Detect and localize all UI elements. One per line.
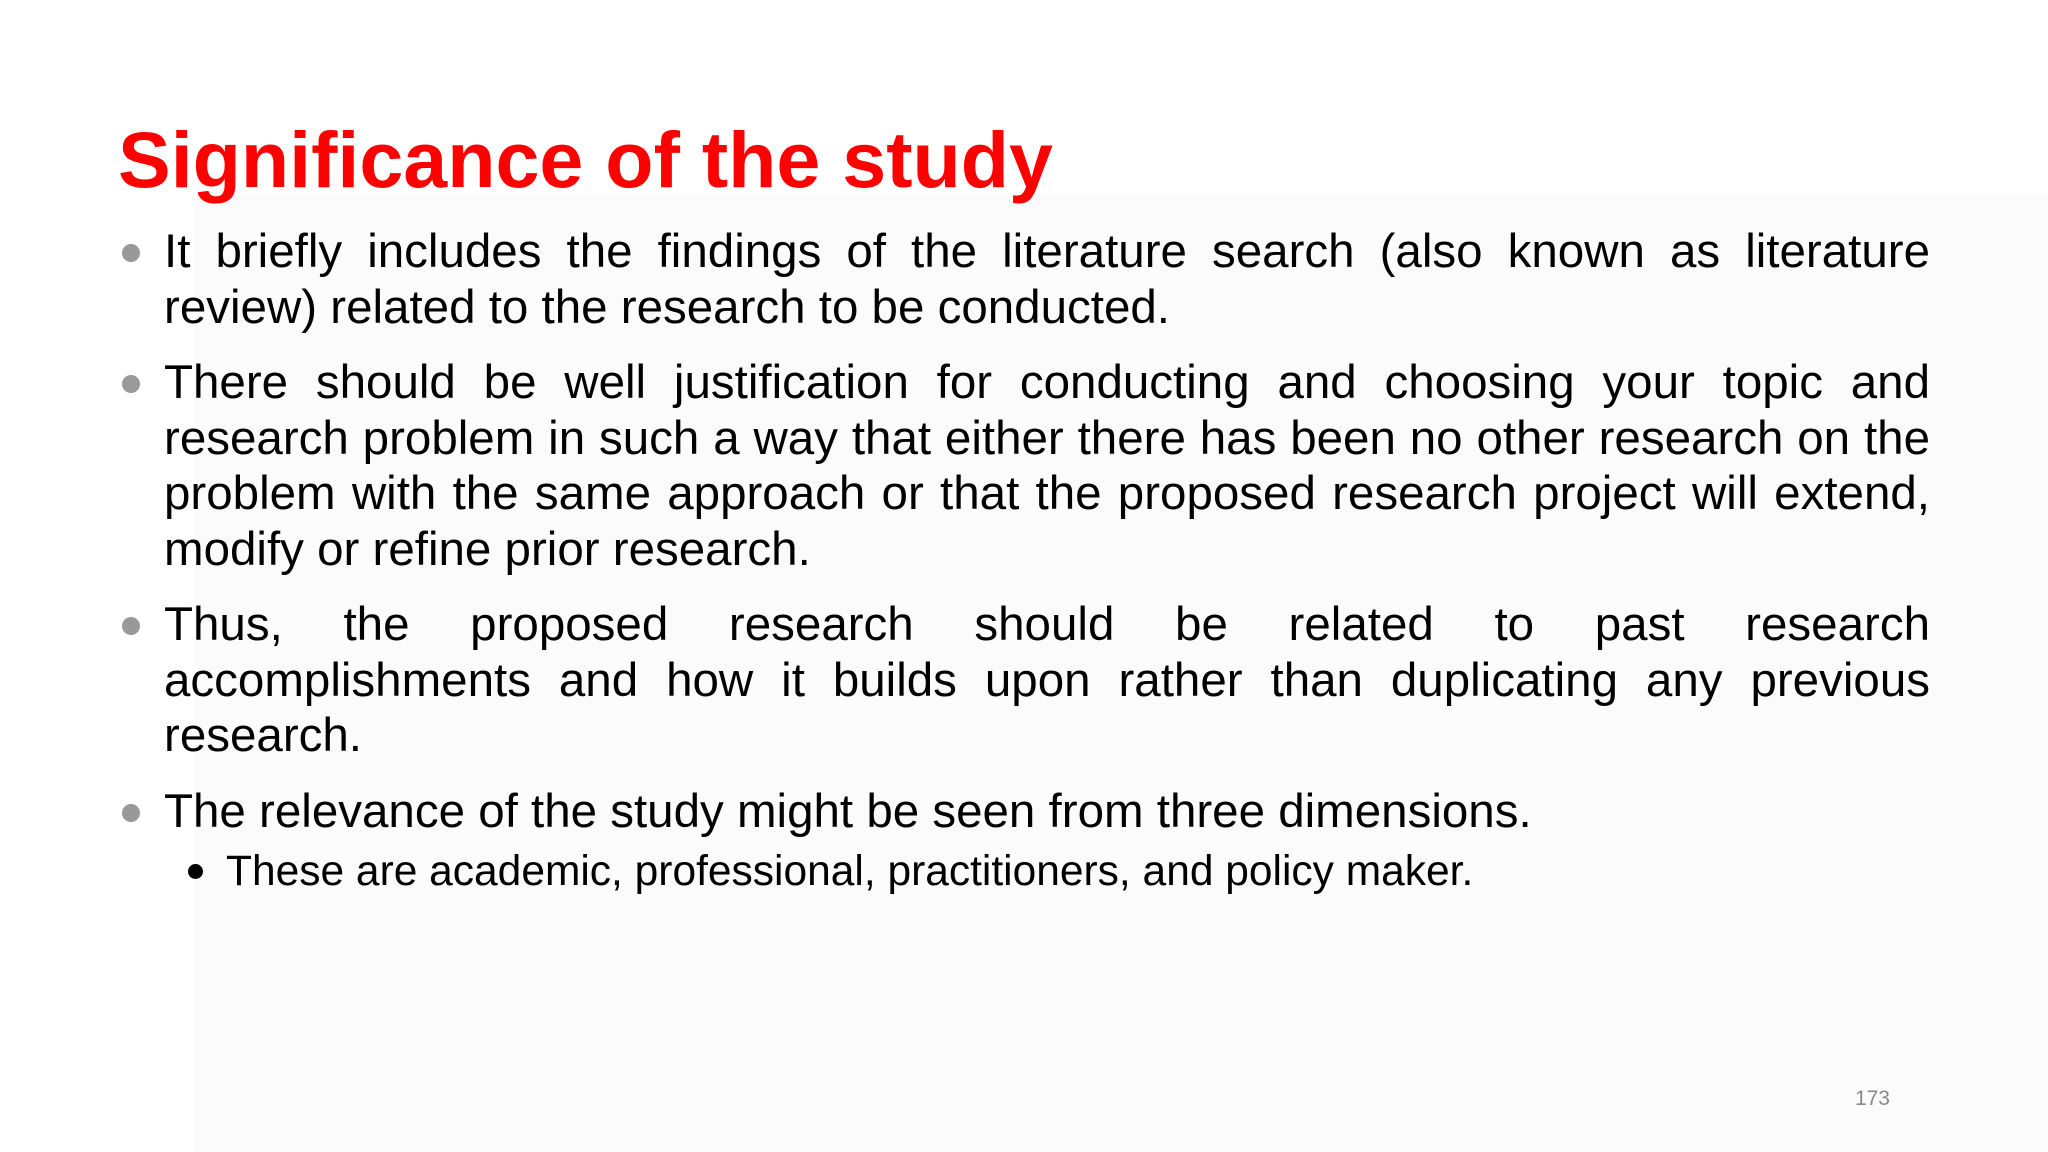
bullet-text-continued: accomplishments and how it builds upon rather than duplicating any previous research. [164,653,1930,762]
bullet-dot-icon [122,617,140,635]
bullet-text: There should be well justification for conducting and choosing your topic and research problem in such a way that either there has been no other research on the problem with the same approach or that the proposed research project will extend, modify or refine prior research. [164,356,1930,576]
bullet-dot-icon [122,375,140,393]
bullet-dot-icon [122,244,140,262]
sub-bullet-dot-icon [188,864,203,879]
bullet-item [164,224,1930,335]
bullet-text: The relevance of the study might be seen from three dimensions. [164,784,1532,838]
sub-bullet-text: These are academic, professional, practitioners, and policy maker. [226,848,1474,895]
slide-title: Significance of the study [118,115,1053,204]
bullet-text-line-1: Thus, the proposed research should be related to past research [164,598,1930,651]
bullet-item [164,597,1930,764]
bullet-dot-icon [122,804,140,822]
page-number: 173 [1854,1087,1890,1110]
bullet-text: It briefly includes the findings of the literature search (also known as literature review) related to the research to be conducted. [164,225,1930,334]
sub-bullet-item [164,847,1930,897]
bullet-item [164,355,1930,577]
sub-bullet-list [164,847,1930,897]
bullet-list [164,224,1930,917]
bullet-item [164,784,1930,898]
